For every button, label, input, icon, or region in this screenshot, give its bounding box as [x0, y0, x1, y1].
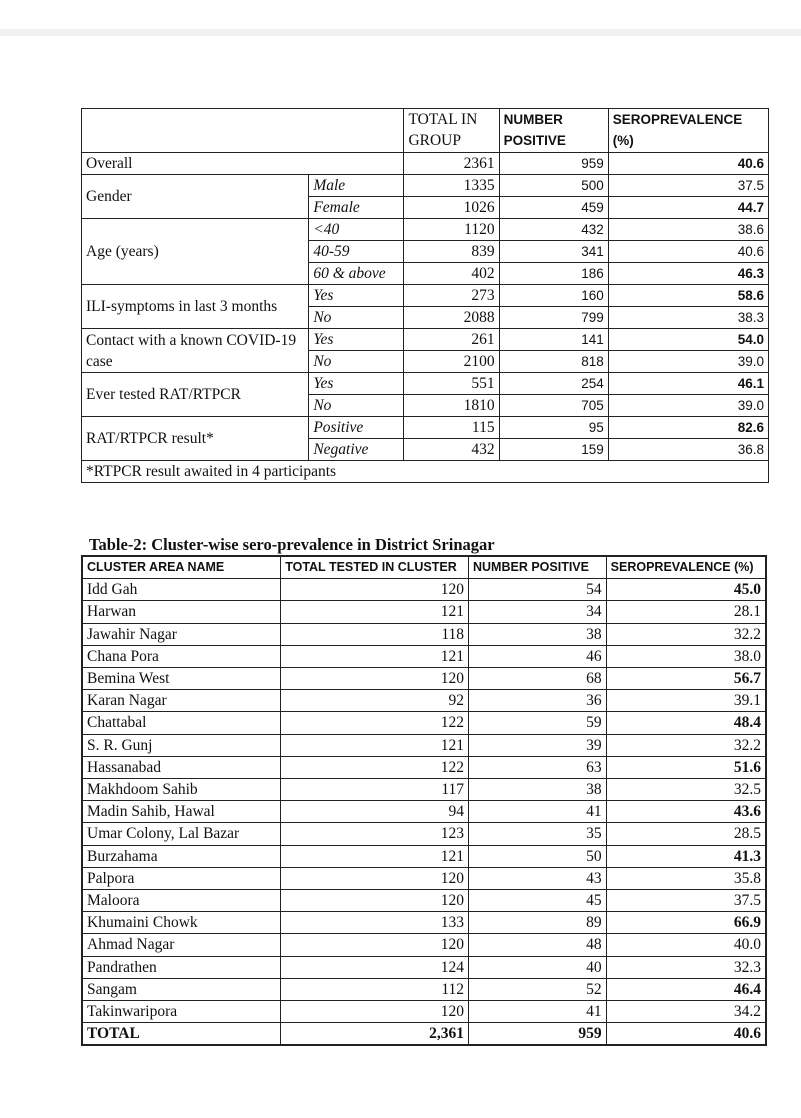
top-toolbar-strip	[0, 29, 801, 36]
category-label: Age (years)	[82, 219, 309, 285]
header-total-tested: TOTAL TESTED IN CLUSTER	[281, 556, 469, 579]
subcategory-label: Yes	[309, 329, 404, 351]
number-positive: 50	[469, 845, 607, 867]
footnote: *RTPCR result awaited in 4 participants	[82, 461, 769, 483]
number-positive: 89	[469, 912, 607, 934]
number-positive: 39	[469, 734, 607, 756]
table-row	[82, 712, 766, 734]
number-positive: 705	[499, 395, 608, 417]
total-tested: 133	[281, 912, 469, 934]
table-row-total: TOTAL 2,361 959 40.6	[82, 1023, 766, 1046]
table-row	[82, 912, 766, 934]
total-in-group: 432	[404, 439, 499, 461]
seroprevalence: 56.7	[606, 668, 766, 690]
cluster-name: Karan Nagar	[82, 690, 281, 712]
number-positive: 48	[469, 934, 607, 956]
cluster-name: Palpora	[82, 867, 281, 889]
number-positive: 818	[499, 351, 608, 373]
table-1-header	[82, 109, 769, 153]
total-tested: 120	[281, 934, 469, 956]
seroprevalence: 46.4	[606, 978, 766, 1000]
number-positive: 95	[499, 417, 608, 439]
number-positive: 52	[469, 978, 607, 1000]
header-seroprevalence: SEROPREVALENCE (%)	[608, 109, 768, 153]
total-in-group: 273	[404, 285, 499, 307]
cluster-name: Takinwaripora	[82, 1001, 281, 1023]
number-positive: 254	[499, 373, 608, 395]
subcategory-label: Yes	[309, 373, 404, 395]
seroprevalence: 38.6	[608, 219, 768, 241]
total-in-group: 1120	[404, 219, 499, 241]
cluster-name: Khumaini Chowk	[82, 912, 281, 934]
seroprevalence: 39.0	[608, 395, 768, 417]
header-number-positive: NUMBER POSITIVE	[469, 556, 607, 579]
number-positive: 38	[469, 623, 607, 645]
cluster-name: Umar Colony, Lal Bazar	[82, 823, 281, 845]
seroprevalence: 32.2	[606, 734, 766, 756]
total-tested: 121	[281, 645, 469, 667]
total-in-group: 261	[404, 329, 499, 351]
cluster-name: Harwan	[82, 601, 281, 623]
cluster-name: Chattabal	[82, 712, 281, 734]
subcategory-label: 40-59	[309, 241, 404, 263]
total-tested: 121	[281, 734, 469, 756]
cluster-name: Hassanabad	[82, 756, 281, 778]
seroprevalence: 34.2	[606, 1001, 766, 1023]
subcategory-label: Male	[309, 175, 404, 197]
table-row	[82, 1001, 766, 1023]
subcategory-label: <40	[309, 219, 404, 241]
total-tested: 92	[281, 690, 469, 712]
table-row	[82, 373, 769, 395]
subcategory-label: 60 & above	[309, 263, 404, 285]
header-total-in-group: TOTAL IN GROUP	[404, 109, 499, 153]
total-in-group: 2088	[404, 307, 499, 329]
subcategory-label: No	[309, 351, 404, 373]
header-number-positive: NUMBER POSITIVE	[499, 109, 608, 153]
total-in-group: 1810	[404, 395, 499, 417]
subcategory-label: Yes	[309, 285, 404, 307]
table-1-footnote-row	[82, 461, 769, 483]
seroprevalence: 28.5	[606, 823, 766, 845]
table-row	[82, 823, 766, 845]
seroprevalence: 41.3	[606, 845, 766, 867]
number-positive: 41	[469, 801, 607, 823]
number-positive: 35	[469, 823, 607, 845]
total-tested: 120	[281, 668, 469, 690]
total-tested: 120	[281, 1001, 469, 1023]
seroprevalence: 46.1	[608, 373, 768, 395]
cluster-name: Chana Pora	[82, 645, 281, 667]
number-positive: 799	[499, 307, 608, 329]
number-positive: 141	[499, 329, 608, 351]
total-tested: 94	[281, 801, 469, 823]
total-in-group: 839	[404, 241, 499, 263]
number-positive: 38	[469, 779, 607, 801]
total-tested: 122	[281, 712, 469, 734]
total-tested: 120	[281, 890, 469, 912]
header-cluster-area-name: CLUSTER AREA NAME	[82, 556, 281, 579]
table-row	[82, 601, 766, 623]
seroprevalence: 58.6	[608, 285, 768, 307]
table-row	[82, 645, 766, 667]
total-in-group: 2100	[404, 351, 499, 373]
category-label: ILI-symptoms in last 3 months	[82, 285, 309, 329]
table-row	[82, 845, 766, 867]
total-tested: 118	[281, 623, 469, 645]
table-2-title: Table-2: Cluster-wise sero-prevalence in District Srinagar	[89, 535, 495, 554]
table-row	[82, 285, 769, 307]
total-tested: 117	[281, 779, 469, 801]
cluster-name: Madin Sahib, Hawal	[82, 801, 281, 823]
number-positive: 341	[499, 241, 608, 263]
table-row-overall: Overall 2361 959 40.6	[82, 153, 769, 175]
table-row	[82, 867, 766, 889]
number-positive: 459	[499, 197, 608, 219]
table-row	[82, 978, 766, 1000]
number-positive: 160	[499, 285, 608, 307]
seroprevalence: 35.8	[606, 867, 766, 889]
total-in-group: 551	[404, 373, 499, 395]
table-row	[82, 779, 766, 801]
cluster-name: Pandrathen	[82, 956, 281, 978]
number-positive: 159	[499, 439, 608, 461]
table-row	[82, 175, 769, 197]
subcategory-label: Female	[309, 197, 404, 219]
number-positive: 43	[469, 867, 607, 889]
subcategory-label: No	[309, 307, 404, 329]
total-tested: 121	[281, 601, 469, 623]
total-tested: 112	[281, 978, 469, 1000]
cluster-name: Idd Gah	[82, 579, 281, 601]
table-row	[82, 801, 766, 823]
table-row	[82, 417, 769, 439]
number-positive: 54	[469, 579, 607, 601]
table-row	[82, 219, 769, 241]
number-positive: 59	[469, 712, 607, 734]
table-row	[82, 890, 766, 912]
total-in-group: 1026	[404, 197, 499, 219]
cluster-name: Makhdoom Sahib	[82, 779, 281, 801]
header-seroprevalence: SEROPREVALENCE (%)	[606, 556, 766, 579]
seroprevalence: 36.8	[608, 439, 768, 461]
table-row	[82, 579, 766, 601]
seroprevalence: 37.5	[606, 890, 766, 912]
cluster-name: Burzahama	[82, 845, 281, 867]
number-positive: 63	[469, 756, 607, 778]
number-positive: 34	[469, 601, 607, 623]
table-row	[82, 734, 766, 756]
seroprevalence: 38.3	[608, 307, 768, 329]
cluster-name: Sangam	[82, 978, 281, 1000]
total-in-group: 402	[404, 263, 499, 285]
seroprevalence: 48.4	[606, 712, 766, 734]
seroprevalence: 43.6	[606, 801, 766, 823]
table-row	[82, 668, 766, 690]
seroprevalence: 32.3	[606, 956, 766, 978]
number-positive: 46	[469, 645, 607, 667]
seroprevalence: 39.1	[606, 690, 766, 712]
total-tested: 120	[281, 867, 469, 889]
table-row	[82, 956, 766, 978]
category-label: Gender	[82, 175, 309, 219]
number-positive: 500	[499, 175, 608, 197]
category-label: Contact with a known COVID-19 case	[82, 329, 309, 373]
total-tested: 120	[281, 579, 469, 601]
seroprevalence: 32.5	[606, 779, 766, 801]
number-positive: 45	[469, 890, 607, 912]
seroprevalence: 39.0	[608, 351, 768, 373]
seroprevalence: 45.0	[606, 579, 766, 601]
cluster-name: Ahmad Nagar	[82, 934, 281, 956]
number-positive: 41	[469, 1001, 607, 1023]
total-tested: 122	[281, 756, 469, 778]
seroprevalence: 51.6	[606, 756, 766, 778]
seroprevalence: 44.7	[608, 197, 768, 219]
seroprevalence: 46.3	[608, 263, 768, 285]
category-label: Ever tested RAT/RTPCR	[82, 373, 309, 417]
seroprevalence: 38.0	[606, 645, 766, 667]
seroprevalence: 54.0	[608, 329, 768, 351]
seroprevalence: 40.6	[608, 241, 768, 263]
cluster-name: Jawahir Nagar	[82, 623, 281, 645]
number-positive: 432	[499, 219, 608, 241]
number-positive: 186	[499, 263, 608, 285]
number-positive: 40	[469, 956, 607, 978]
cluster-name: Maloora	[82, 890, 281, 912]
seroprevalence: 32.2	[606, 623, 766, 645]
table-2-cluster-seroprevalence	[81, 555, 767, 1046]
subcategory-label: No	[309, 395, 404, 417]
total-tested: 123	[281, 823, 469, 845]
seroprevalence: 37.5	[608, 175, 768, 197]
subcategory-label: Positive	[309, 417, 404, 439]
total-tested: 124	[281, 956, 469, 978]
seroprevalence: 40.0	[606, 934, 766, 956]
table-2-header	[82, 556, 766, 579]
total-in-group: 115	[404, 417, 499, 439]
cluster-name: S. R. Gunj	[82, 734, 281, 756]
total-in-group: 1335	[404, 175, 499, 197]
table-row	[82, 329, 769, 351]
table-1-demographics	[81, 108, 769, 483]
table-row	[82, 623, 766, 645]
table-row	[82, 690, 766, 712]
cluster-name: Bemina West	[82, 668, 281, 690]
number-positive: 68	[469, 668, 607, 690]
number-positive: 36	[469, 690, 607, 712]
seroprevalence: 28.1	[606, 601, 766, 623]
subcategory-label: Negative	[309, 439, 404, 461]
total-tested: 121	[281, 845, 469, 867]
table-row	[82, 934, 766, 956]
seroprevalence: 82.6	[608, 417, 768, 439]
category-label: RAT/RTPCR result*	[82, 417, 309, 461]
seroprevalence: 66.9	[606, 912, 766, 934]
table-row	[82, 756, 766, 778]
